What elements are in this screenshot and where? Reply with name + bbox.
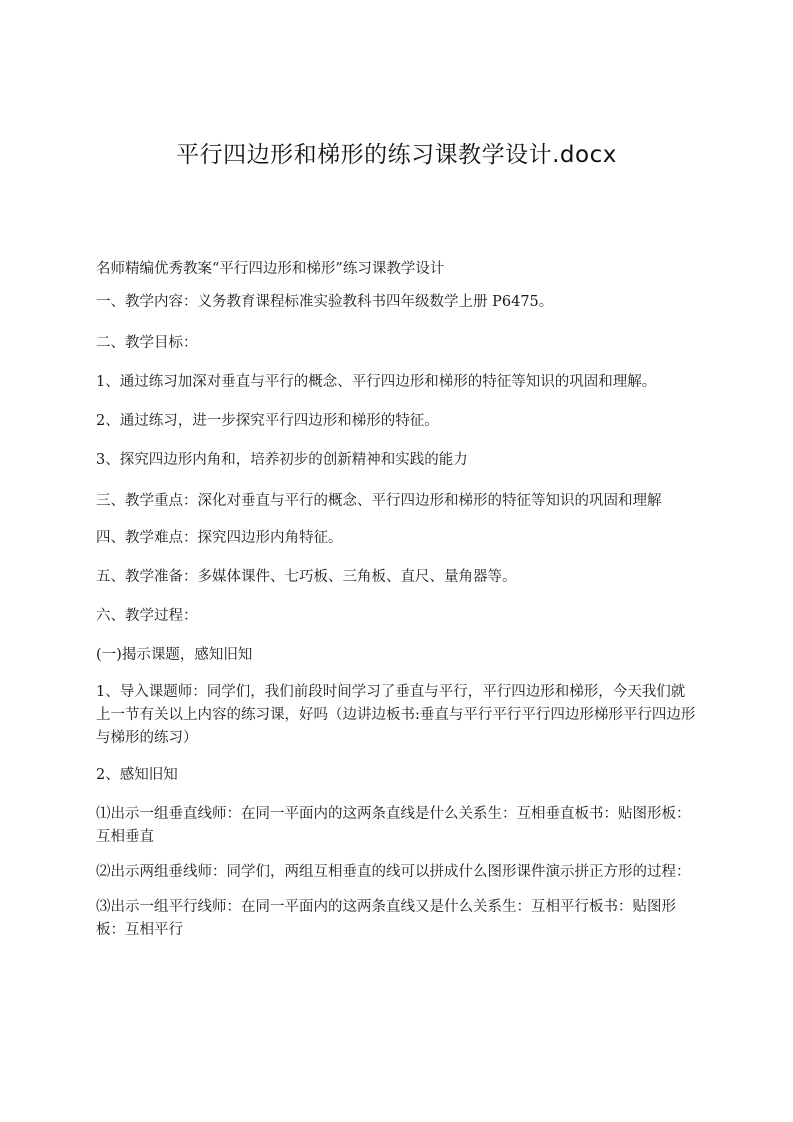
paragraph-step-1: ⑴出示一组垂直线师：在同一平面内的这两条直线是什么关系生：互相垂直板书：贴图形板：互相垂直 bbox=[96, 806, 691, 845]
paragraph-teaching-content: 一、教学内容：义务教育课程标准实验教科书四年级数学上册 P6475。 bbox=[96, 294, 554, 310]
paragraph-step-3: ⑶出示一组平行线师：在同一平面内的这两条直线又是什么关系生：互相平行板书：贴图形板：互相平行 bbox=[96, 899, 676, 938]
paragraph-intro-topic: 1、导入课题师：同学们，我们前段时间学习了垂直与平行，平行四边形和梯形，今天我们就上一节有关以上内容的练习课，好吗（边讲边板书:垂直与平行平行平行四边形梯形平行四边形与梯形的练习） bbox=[96, 684, 696, 746]
paragraph-section-1: (一)揭示课题，感知旧知 bbox=[96, 647, 253, 663]
paragraph-goal-3: 3、探究四边形内角和，培养初步的创新精神和实践的能力 bbox=[96, 452, 468, 468]
document-title: 平行四边形和梯形的练习课教学设计.docx bbox=[176, 142, 617, 168]
paragraph-goal-1: 1、通过练习加深对垂直与平行的概念、平行四边形和梯形的特征等知识的巩固和理解。 bbox=[96, 374, 657, 390]
paragraph-teaching-goals: 二、教学目标： bbox=[96, 335, 198, 351]
paragraph-goal-2: 2、通过练习，进一步探究平行四边形和梯形的特征。 bbox=[96, 413, 439, 429]
paragraph-perceive-old: 2、感知旧知 bbox=[96, 767, 178, 783]
paragraph-difficulties: 四、教学难点：探究四边形内角特征。 bbox=[96, 530, 343, 546]
paragraph-preparation: 五、教学准备：多媒体课件、七巧板、三角板、直尺、量角器等。 bbox=[96, 569, 517, 585]
paragraph-step-2: ⑵出示两组垂线师：同学们，两组互相垂直的线可以拼成什么图形课件演示拼正方形的过程： bbox=[96, 864, 691, 880]
document-body bbox=[96, 258, 696, 952]
paragraph-key-points: 三、教学重点：深化对垂直与平行的概念、平行四边形和梯形的特征等知识的巩固和理解 bbox=[96, 493, 662, 509]
paragraph-process: 六、教学过程： bbox=[96, 608, 198, 624]
paragraph-heading: 名师精编优秀教案“平行四边形和梯形”练习课教学设计 bbox=[96, 261, 445, 277]
